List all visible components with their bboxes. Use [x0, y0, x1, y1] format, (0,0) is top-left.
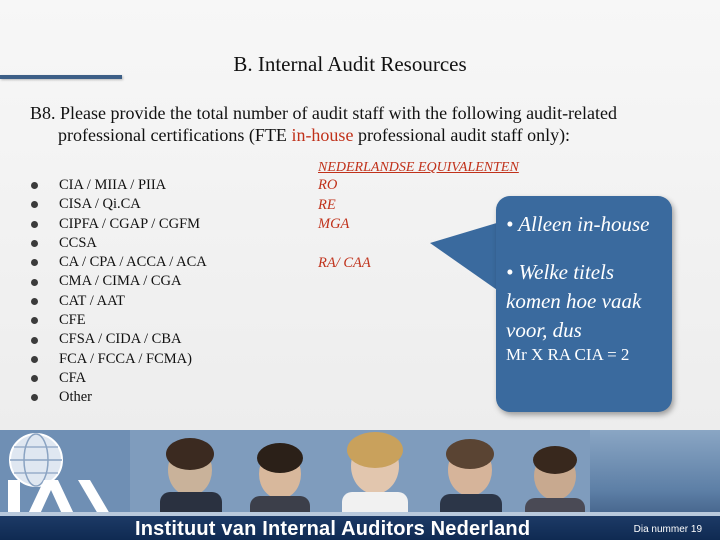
- in-house-highlight: in-house: [291, 125, 354, 145]
- list-item: [30, 272, 207, 291]
- list-item-label: CFSA / CIDA / CBA: [59, 331, 182, 348]
- question-line-2: [30, 124, 710, 146]
- people-photo-illustration: [130, 430, 590, 516]
- callout-point-titles: • Welke titels komen hoe vaak voor, dus: [506, 260, 642, 342]
- equivalent-mga: MGA: [318, 216, 350, 232]
- bullet-icon: [31, 298, 38, 305]
- list-item-label: CCSA: [59, 234, 97, 251]
- list-item-label: CIPFA / CGAP / CGFM: [59, 215, 201, 232]
- list-item: [30, 350, 207, 369]
- bullet-icon: [31, 182, 38, 189]
- question-text: [30, 102, 710, 146]
- list-item: [30, 234, 207, 253]
- list-item: [30, 388, 207, 407]
- slide-title: B. Internal Audit Resources: [233, 52, 467, 77]
- list-item: [30, 311, 207, 330]
- organization-name: Instituut van Internal Auditors Nederland: [135, 518, 531, 540]
- list-item: [30, 292, 207, 311]
- bullet-icon: [31, 375, 38, 382]
- bullet-icon: [31, 259, 38, 266]
- footer-banner: [0, 430, 720, 540]
- list-item-label: CMA / CIMA / CGA: [59, 273, 182, 290]
- list-item-label: CAT / AAT: [59, 292, 125, 309]
- list-item-label: CFE: [59, 312, 86, 329]
- bullet-icon: [31, 337, 38, 344]
- bullet-icon: [31, 201, 38, 208]
- equivalents-header: NEDERLANDSE EQUIVALENTEN: [318, 160, 519, 175]
- equivalent-re: RE: [318, 197, 336, 213]
- bullet-icon: [31, 221, 38, 228]
- list-item: [30, 195, 207, 214]
- callout-example: Mr X RA CIA = 2: [506, 345, 630, 364]
- slide-number: Dia nummer 19: [633, 524, 702, 535]
- certification-list: [30, 176, 207, 408]
- bullet-icon: [31, 356, 38, 363]
- question-line-1: B8. Please provide the total number of audit staff with the following audit-related: [30, 103, 618, 123]
- list-item-label: FCA / FCCA / FCMA): [59, 350, 192, 367]
- list-item-label: CISA / Qi.CA: [59, 196, 141, 213]
- list-item: [30, 330, 207, 349]
- list-item: [30, 176, 207, 195]
- question-line-2-end: professional audit staff only):: [353, 125, 571, 145]
- list-item: [30, 253, 207, 272]
- equivalent-ro: RO: [318, 177, 338, 193]
- bullet-icon: [31, 240, 38, 247]
- list-item-label: Other: [59, 389, 93, 406]
- list-item: [30, 215, 207, 234]
- list-item: [30, 369, 207, 388]
- callout-text: [506, 210, 666, 365]
- equivalent-ra-caa: RA/ CAA: [318, 255, 371, 271]
- callout-point-inhouse: • Alleen in-house: [506, 212, 650, 236]
- bullet-icon: [31, 317, 38, 324]
- bullet-icon: [31, 394, 38, 401]
- list-item-label: CFA: [59, 369, 87, 386]
- list-item-label: CA / CPA / ACCA / ACA: [59, 254, 207, 271]
- title-underline: [0, 75, 122, 79]
- question-line-2-start: professional certifications (FTE: [58, 125, 292, 145]
- bullet-icon: [31, 279, 38, 286]
- list-item-label: CIA / MIIA / PIIA: [59, 177, 167, 193]
